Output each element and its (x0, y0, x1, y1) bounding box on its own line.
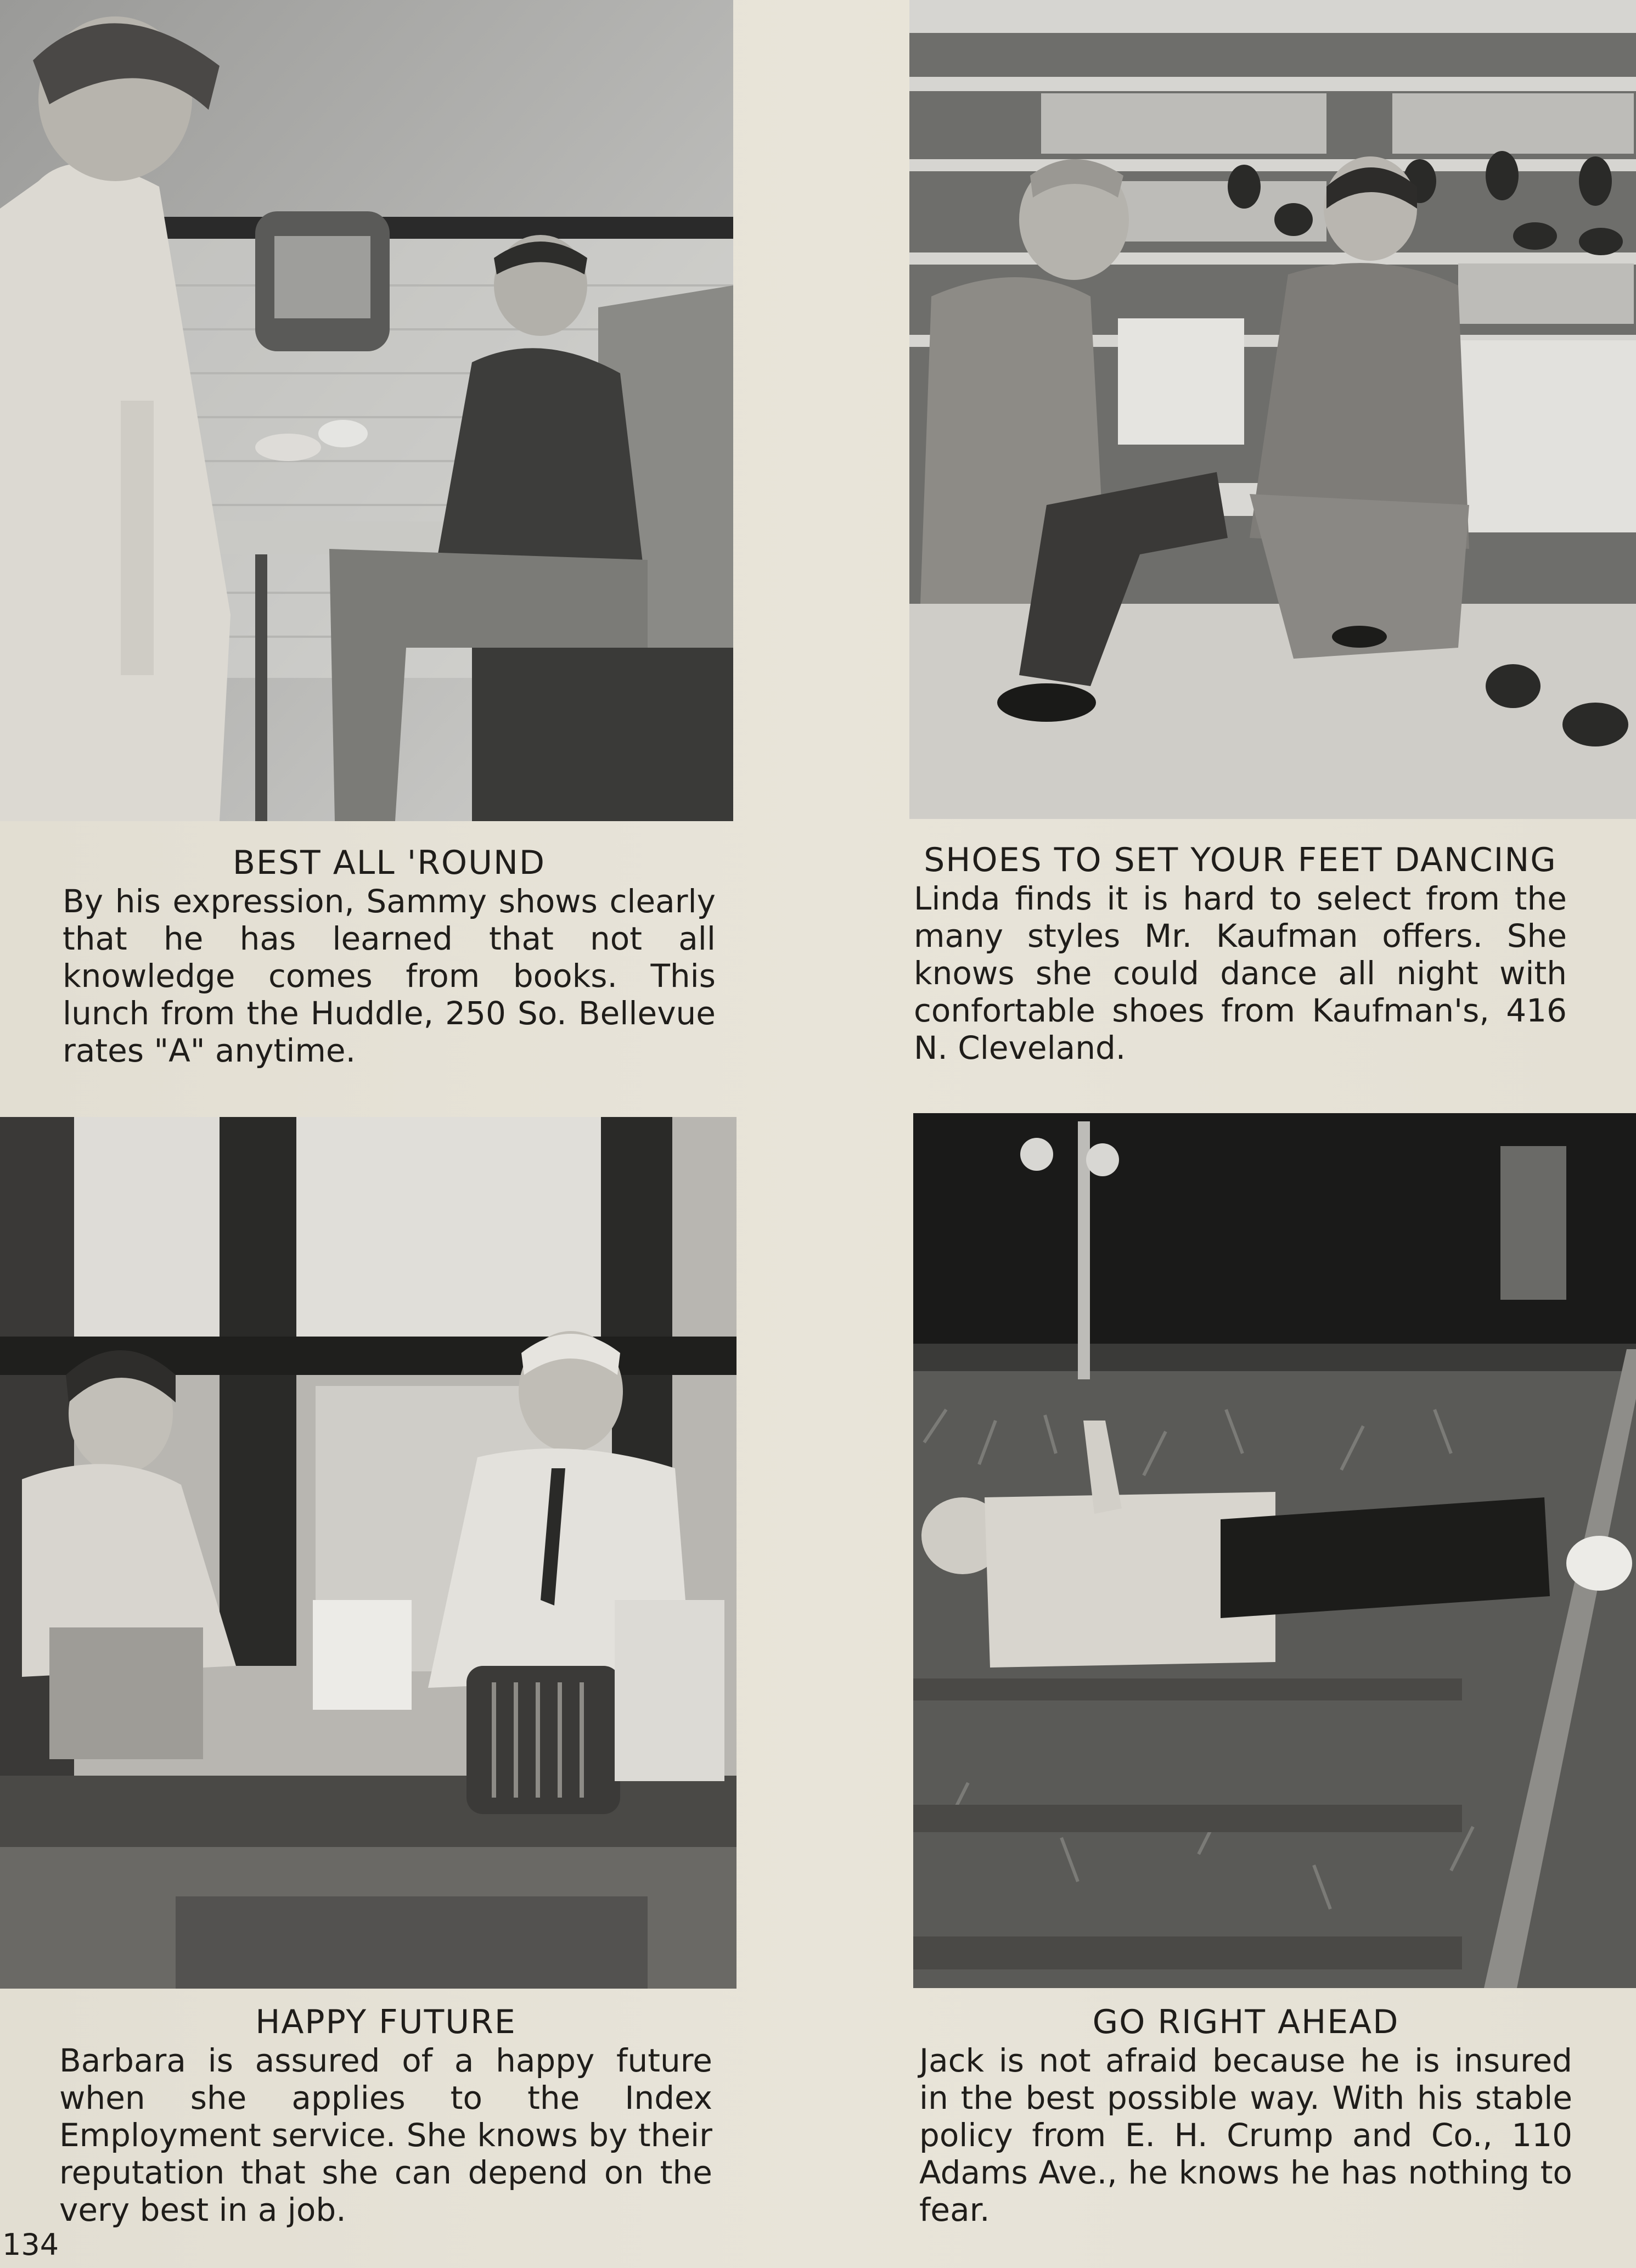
caption-body: Barbara is assured of a happy future when she applies to the Index Employment service. She knows by their reputation that she can depend on the very best in a job. (59, 2042, 712, 2228)
photo-diner-lunch (0, 0, 733, 821)
caption-go-right-ahead (919, 2003, 1572, 2228)
caption-title: GO RIGHT AHEAD (1092, 2003, 1399, 2041)
photo-shoe-store (909, 0, 1636, 819)
page-number: 134 (2, 2227, 59, 2262)
caption-body: Jack is not afraid because he is insured in the best possible way. With his stable policy from E. H. Crump and Co., 110 Adams Ave., he knows he has nothing to fear. (919, 2042, 1572, 2228)
caption-body: By his expression, Sammy shows clearly that he has learned that not all knowledge comes from books. This lunch from the Huddle, 250 So. Bellevue rates "A" anytime. (63, 883, 716, 1069)
caption-title: HAPPY FUTURE (255, 2003, 516, 2041)
caption-shoes-dancing (914, 841, 1567, 1066)
photo-employment-office (0, 1117, 737, 1989)
caption-title: BEST ALL 'ROUND (232, 844, 546, 882)
photo-railroad-tracks (913, 1113, 1636, 1988)
caption-happy-future (59, 2003, 712, 2228)
caption-body: Linda finds it is hard to select from the many styles Mr. Kaufman offers. She knows she could dance all night with confortable shoes from Kaufman's, 416 N. Cleveland. (914, 880, 1567, 1066)
caption-title: SHOES TO SET YOUR FEET DANCING (924, 841, 1557, 879)
caption-best-all-round (63, 844, 716, 1069)
